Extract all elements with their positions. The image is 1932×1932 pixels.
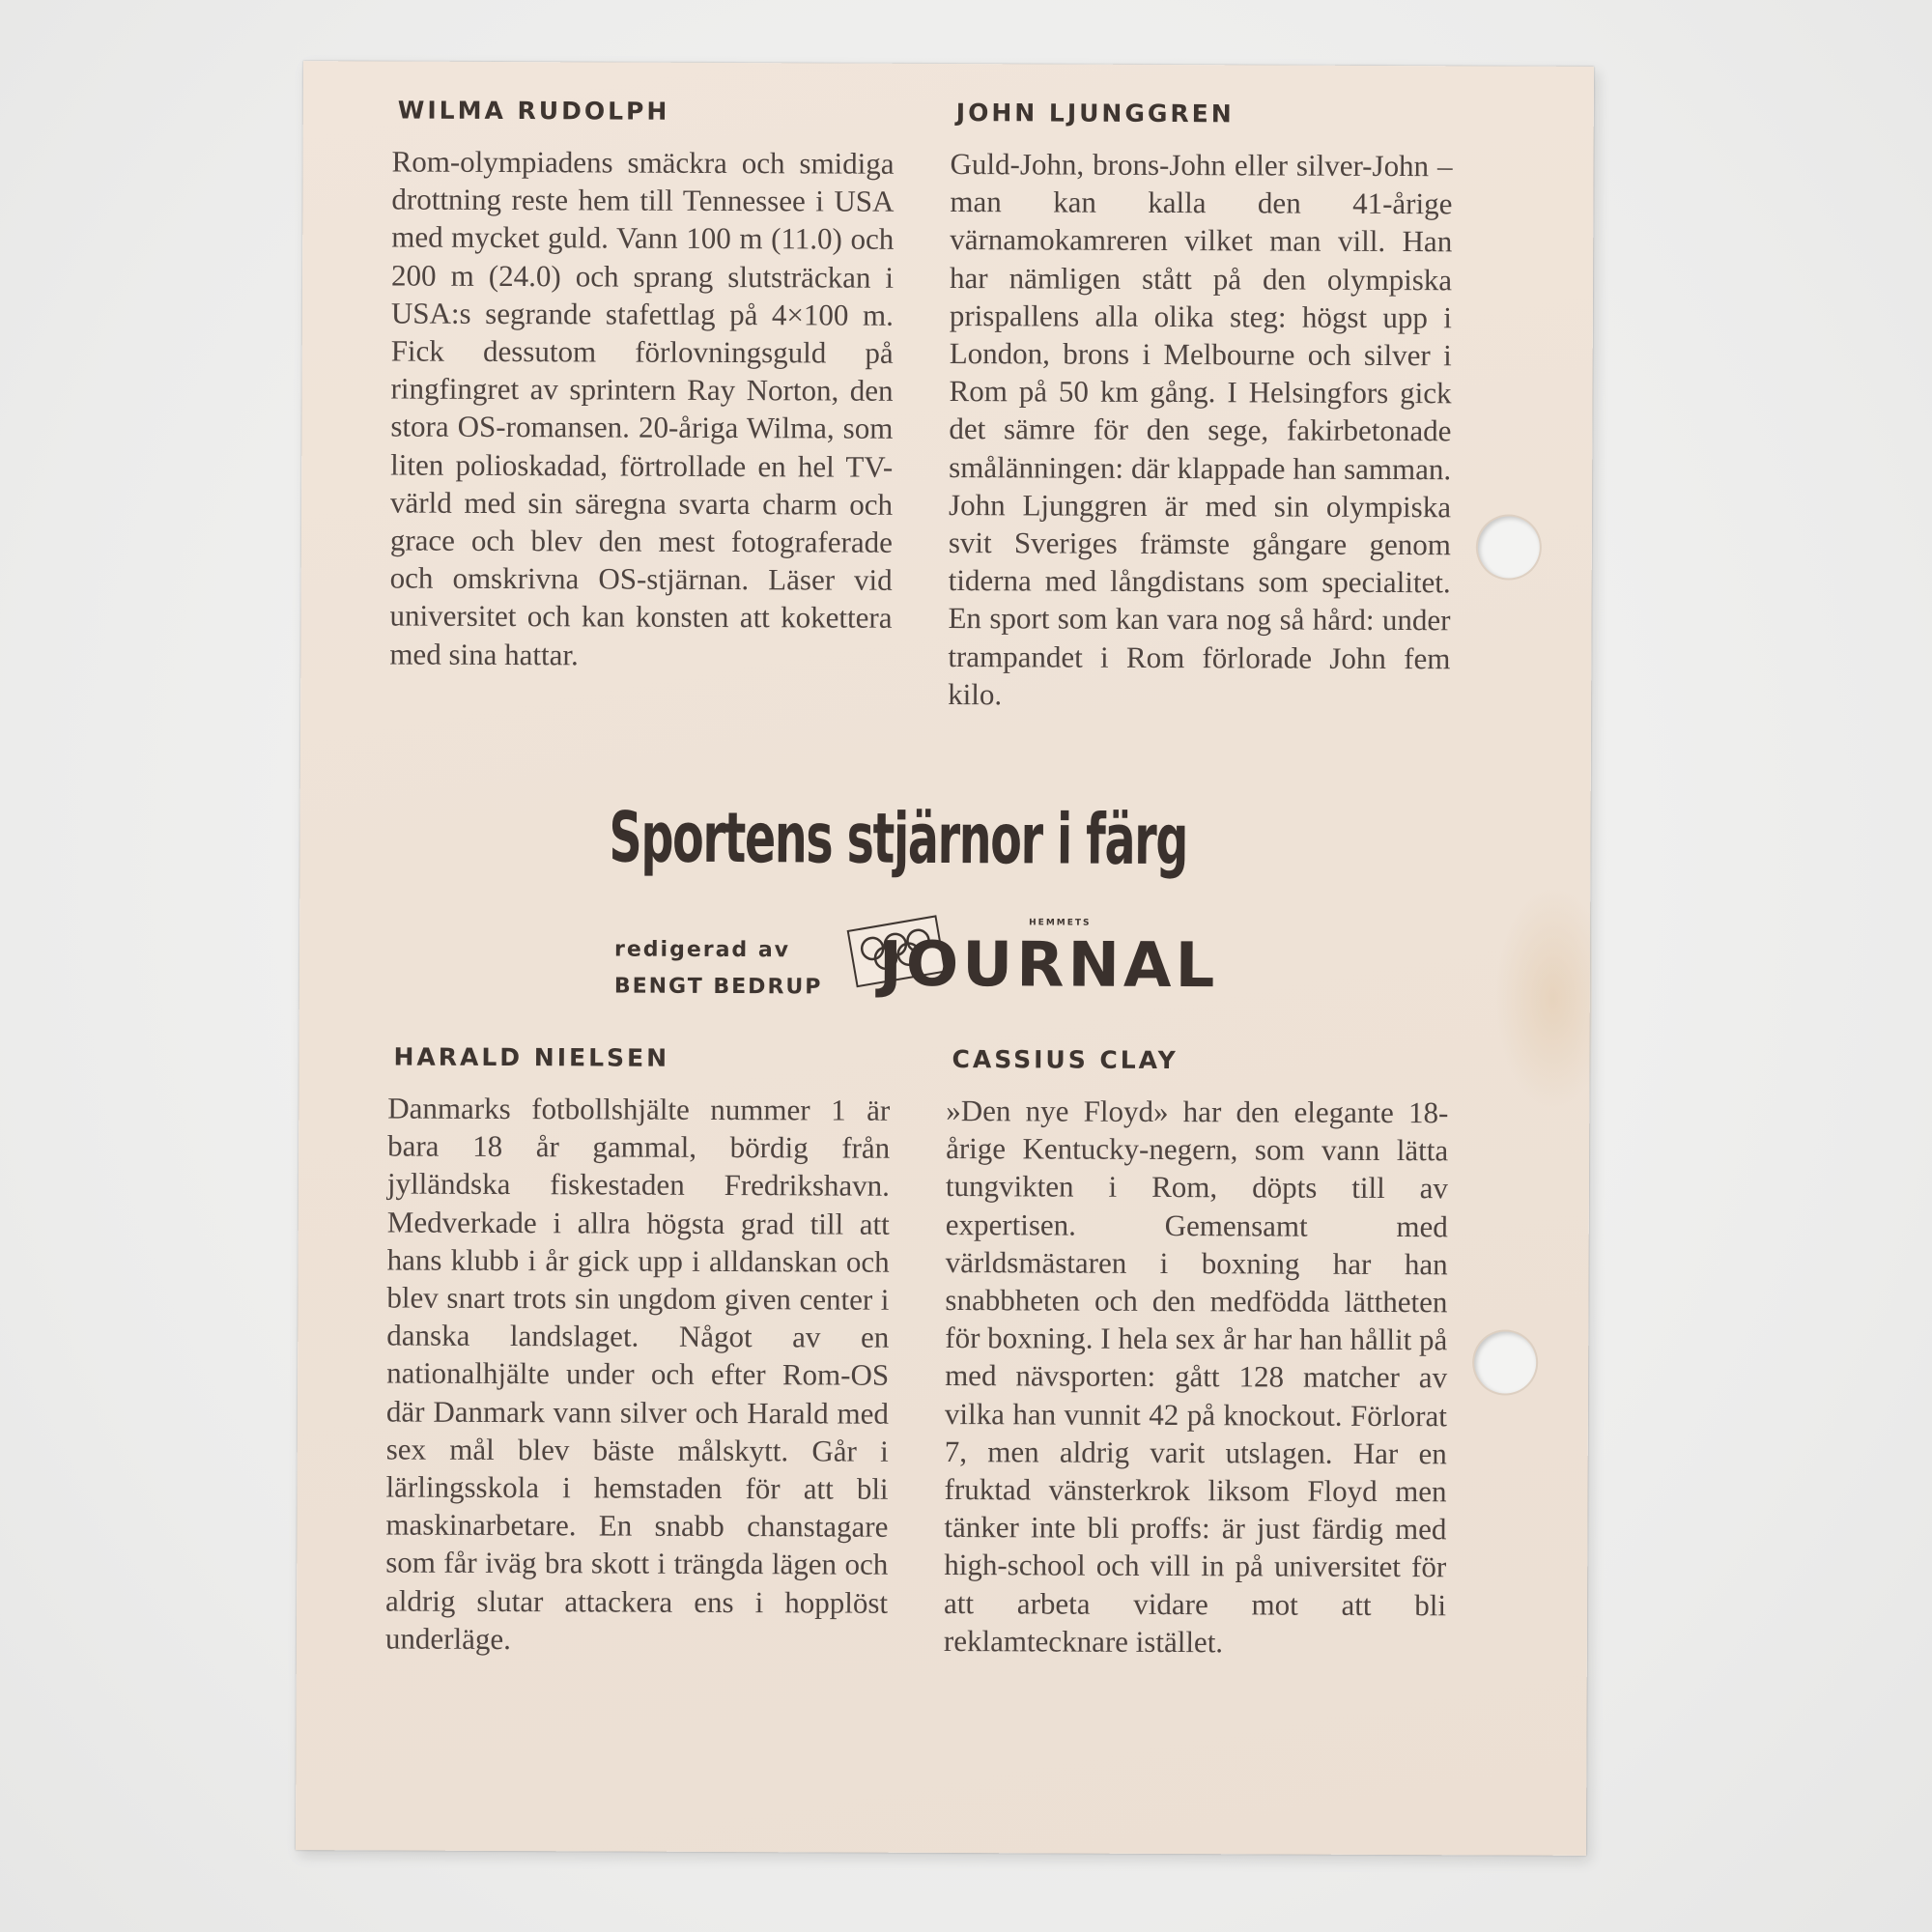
editor-credit: [614, 932, 823, 1007]
masthead-title: Sportens stjärnor i färg: [609, 796, 1188, 881]
bio-name: HARALD NIELSEN: [393, 1042, 670, 1072]
bio-block-john-ljunggren: [948, 97, 1453, 715]
bio-block-cassius-clay: [944, 1043, 1449, 1662]
bio-text: Danmarks fotbollshjälte nummer 1 är bara 18 år gammal, bördig från jylländska fiskestaden Fredrikshavn. Medverkade i allra högsta grad till att hans klubb i år gick upp i alldanskan och blev snart trots sin ungdom given center i danska landslaget. Något av en nationalhjälte under och efter Rom-OS där Danmark vann silver och Harald med sex mål blev bäste målskytt. Går i lärlingsskola i hemstaden för att bli maskinarbetare. En snabb chanstagare som får iväg bra skott i trängda lägen och aldrig slutar attackera ens i hopplöst underläge.: [384, 1091, 891, 1656]
card: [296, 61, 1594, 1856]
bio-block-harald-nielsen: [385, 1040, 891, 1659]
bio-text: Rom-olympiadens smäckra och smidiga drottning reste hem till Tennessee i USA med mycket guld. Vann 100 m (11.0) och 200 m (24.0) och sprang slutsträckan i USA:s segrande stafettlag på 4×100 m. Fick dessutom förlovningsguld på ringfingret av sprintern Ray Norton, den stora OS-romansen. 20-åriga Wilma, som liten polioskadad, förtrollade en hel TV-värld med sin säregna svarta charm och grace och blev den mest fotograferade och omskrivna OS-stjärnan. Läser vid universitet och kan konsten att kokettera med sina hattar.: [389, 144, 895, 671]
editor-line-2: BENGT BEDRUP: [613, 974, 823, 1000]
punch-hole: [1478, 516, 1540, 578]
bio-block-wilma-rudolph: [389, 94, 895, 674]
masthead: [609, 796, 1219, 1040]
bio-name: CASSIUS CLAY: [952, 1045, 1179, 1075]
bio-text: Guld-John, brons-John eller silver-John – man kan kalla den 41-årige värnamokamreren vilket man vill. Han har nämligen stått på den olympiska prispallens alla olika steg: högst upp i London, brons i Melbourne och silver i Rom på 50 km gång. I Helsingfors gick det sämre för den sege, fakirbetonade smålänningen: där klappade han samman. John Ljunggren är med sin olympiska svit Sveriges främste gångare genom tiderna med långdistans som specialitet. En sport som kan vara nog så hård: under trampandet i Rom förlorade John fem kilo.: [948, 147, 1453, 712]
bio-text: »Den nye Floyd» har den elegante 18-årige Kentucky-negern, som vann lätta tungvikten i Rom, döpts till av expertisen. Gemensamt med världsmästaren i boxning har han snabbheten och den medfödda lättheten för boxning. I hela sex år har han hållit på med nävsporten: gått 128 matcher av vilka han vunnit 42 på knockout. Förlorat 7, men aldrig varit utslagen. Har en fruktad vänsterkrok liksom Floyd men tänker inte bli proffs: är just färdig med high-school och vill in på universitet för att arbeta vidare mot att bli reklamtecknare istället.: [943, 1094, 1449, 1660]
publisher-small: HEMMETS: [1029, 918, 1092, 928]
editor-line-1: redigerad av: [613, 937, 791, 963]
bio-name: WILMA RUDOLPH: [397, 96, 670, 126]
punch-hole: [1474, 1331, 1536, 1393]
bio-name: JOHN LJUNGGREN: [955, 99, 1235, 128]
publisher-logo: JOURNAL: [878, 928, 1219, 1003]
paper-stain: [1494, 887, 1592, 1109]
